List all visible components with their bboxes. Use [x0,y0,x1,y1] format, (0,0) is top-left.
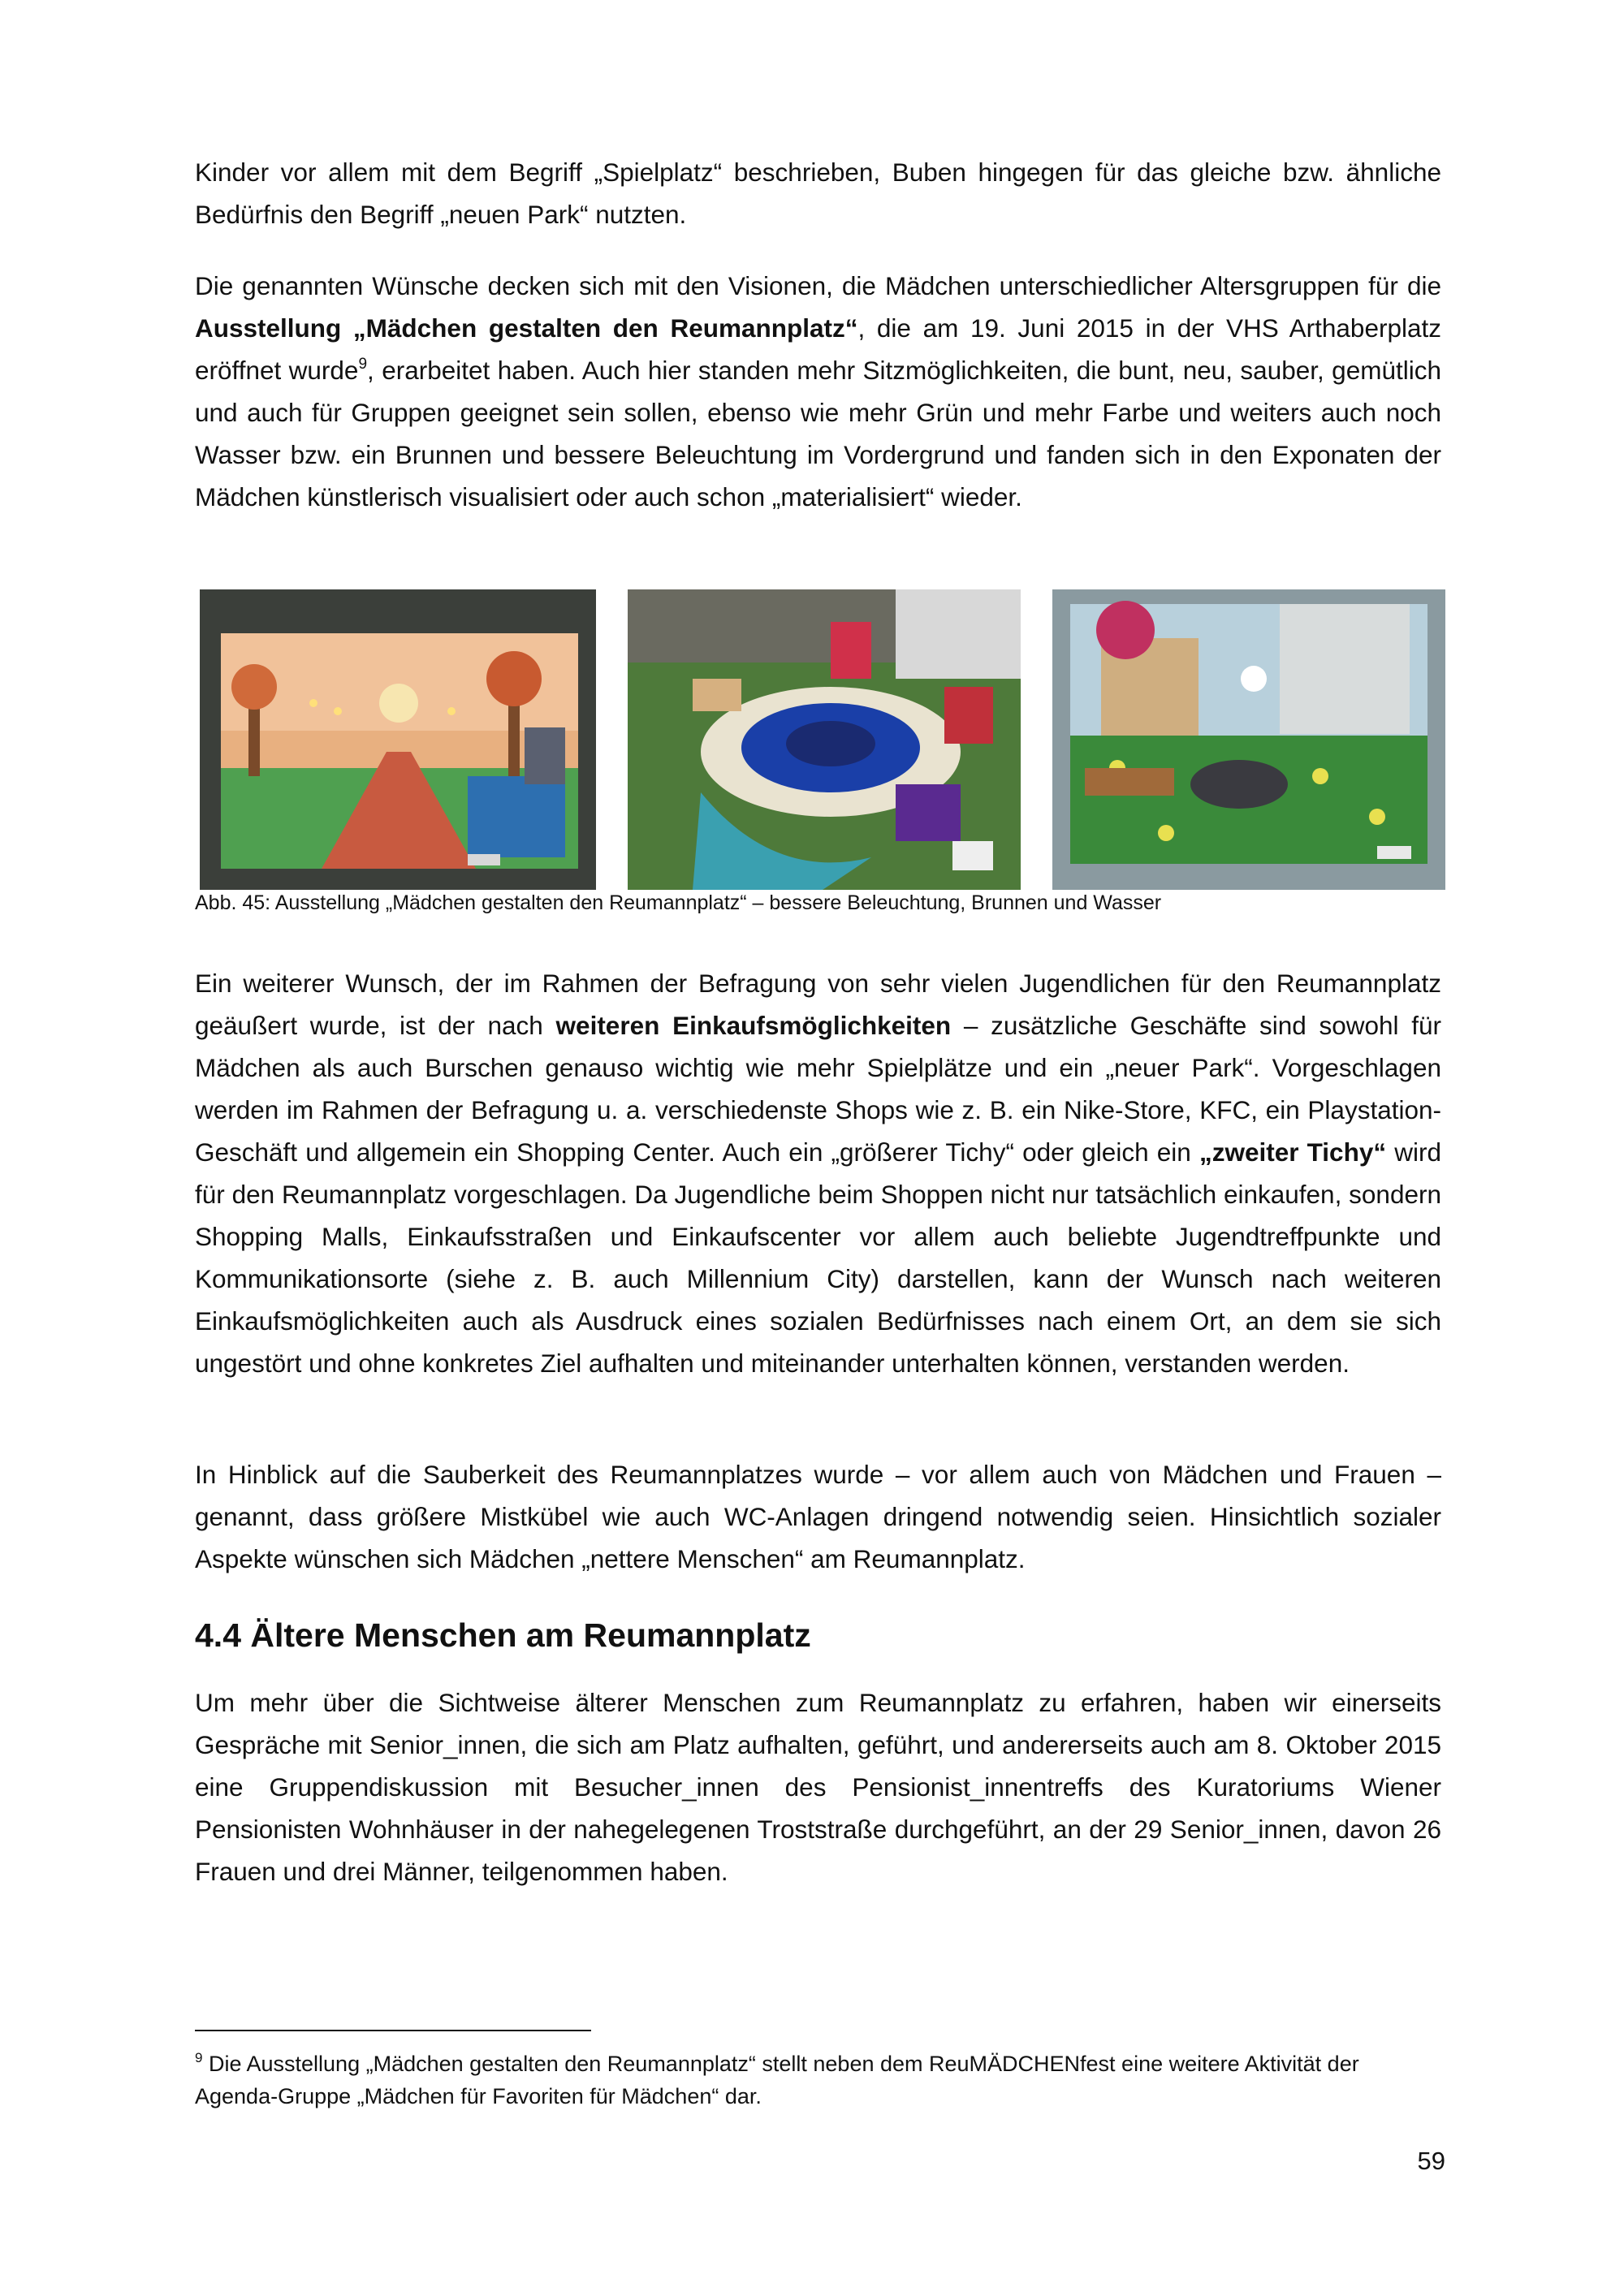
exhibition-photos [195,589,1445,890]
photo-painting-street [200,589,596,890]
text-run: Die Ausstellung „Mädchen gestalten den Reumannplatz“ stellt neben dem ReuMÄDCHENfest eine weitere Aktivität der Agenda-Gruppe „Mädchen für Favoriten für Mädchen“ dar. [195,2052,1359,2108]
paragraph-1 [195,151,1441,235]
paragraph-3 [195,962,1441,1384]
section-heading: 4.4 Ältere Menschen am Reumannplatz [195,1616,811,1654]
footnote-9 [195,2048,1445,2113]
text-run: – zusätzliche Geschäfte sind sowohl für Mädchen als auch Burschen genauso wichtig wie mehr Spielplätze und ein „neuer Park“. Vorgeschlagen werden im Rahmen der Befragung u. a. verschiedenste Shops wie z. B. ein Nike-Store, KFC, ein Playstation-Geschäft und allgemein ein Shopping Center. Auch ein „größerer Tichy“ oder gleich ein [195,1011,1441,1167]
photo-street-fountain [1052,589,1445,890]
footnote-divider [195,2030,591,2031]
text-run: In Hinblick auf die Sauberkeit des Reumannplatzes wurde – vor allem auch von Mädchen und Frauen – genannt, dass größere Mistkübel wie auch WC-Anlagen dringend notwendig seien. Hinsichtlich sozialer Aspekte wünschen sich Mädchen „nettere Menschen“ am Reumannplatz. [195,1460,1441,1573]
figure-caption: Abb. 45: Ausstellung „Mädchen gestalten den Reumannplatz“ – bessere Beleuchtung, Brunnen und Wasser [195,891,1162,914]
photo-fountain-model [628,589,1021,890]
bold-text: „zweiter Tichy“ [1199,1137,1387,1167]
text-run: Um mehr über die Sichtweise älterer Menschen zum Reumannplatz zu erfahren, haben wir einerseits Gespräche mit Senior_innen, die sich am Platz aufhalten, geführt, und andererseits auch am 8. Oktober 2015 eine Gruppendiskussion mit Besucher_innen des Pensionist_innentreffs des Kuratoriums Wiener Pensionisten Wohnhäuser in der nahegelegenen Troststraße durchgeführt, an der 29 Senior_innen, davon 26 Frauen und drei Männer, teilgenommen haben. [195,1688,1441,1886]
page-number: 59 [1417,2147,1445,2175]
footnote-ref: 9 [358,355,368,373]
text-run: Ein weiterer Wunsch, der im Rahmen der Befragung von sehr vielen Jugendlichen für den Reumannplatz geäußert wurde, ist der nach [195,969,1441,1040]
footnote-ref: 9 [195,2050,203,2065]
paragraph-2 [195,265,1441,518]
bold-text: weiteren Einkaufsmöglichkeiten [555,1011,952,1040]
paragraph-4 [195,1453,1441,1580]
text-run: , erarbeitet haben. Auch hier standen mehr Sitzmöglichkeiten, die bunt, neu, sauber, gemütlich und auch für Gruppen geeignet sein sollen, ebenso wie mehr Grün und mehr Farbe und weiters auch noch Wasser bzw. ein Brunnen und bessere Beleuchtung im Vordergrund und fanden sich in den Exponaten der Mädchen künstlerisch visualisiert oder auch schon „materialisiert“ wieder. [195,356,1441,511]
text-run: Die genannten Wünsche decken sich mit den Visionen, die Mädchen unterschiedlicher Altersgruppen für die [195,271,1441,300]
bold-text: Ausstellung „Mädchen gestalten den Reumannplatz“ [195,313,858,343]
text-run: , die am 19. Juni 2015 in der VHS Arthaberplatz eröffnet wurde [195,313,1441,385]
paragraph-5 [195,1681,1441,1892]
text-run: Kinder vor allem mit dem Begriff „Spielplatz“ beschrieben, Buben hingegen für das gleiche bzw. ähnliche Bedürfnis den Begriff „neuen Park“ nutzten. [195,158,1441,229]
text-run: wird für den Reumannplatz vorgeschlagen. Da Jugendliche beim Shoppen nicht nur tatsächlich einkaufen, sondern Shopping Malls, Einkaufsstraßen und Einkaufscenter vor allem auch beliebte Jugendtreffpunkte und Kommunikationsorte (siehe z. B. auch Millennium City) darstellen, kann der Wunsch nach weiteren Einkaufsmöglichkeiten auch als Ausdruck eines sozialen Bedürfnisses nach einem Ort, an dem sie sich ungestört und ohne konkretes Ziel aufhalten und miteinander unterhalten können, verstanden werden. [195,1137,1442,1378]
